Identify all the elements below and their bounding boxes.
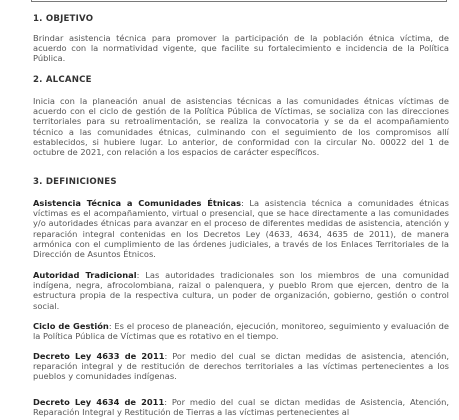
definition-text: : La asistencia técnica a comunidades étnicas víctimas es el acompañamiento, virtual o presencial, que se hace directamente a las comunidades y/o autoridades étnicas para avanzar en el proceso de diferentes medidas de asistencia, atención y reparación integral contenidas en los Decretos Ley (4633, 4634, 4635 de 2011), de manera armónica con el cumplimiento de las órdenes judiciales, a través de los Enlaces Territoriales de la Dirección de Asuntos Étnicos.	[33, 198, 450, 260]
definition-ciclo-de-gestion	[33, 321, 449, 341]
section-heading-definiciones: 3. DEFINICIONES	[33, 177, 117, 187]
section-heading-alcance: 2. ALCANCE	[33, 75, 92, 85]
definition-term: Decreto Ley 4633 de 2011	[33, 351, 165, 361]
definition-text: : Por medio del cual se dictan medidas de Asistencia, Atención, Reparación Integral y Restitución de Tierras a las víctimas pertenecientes al	[33, 397, 449, 418]
definition-term: Ciclo de Gestión	[33, 321, 109, 331]
definition-asistencia-tecnica	[33, 198, 449, 259]
definition-text: : Por medio del cual se dictan medidas de asistencia, atención, reparación integral y de restitución de derechos territoriales a las víctimas pertenecientes a los pueblos y comunidades indígenas.	[33, 351, 449, 382]
definition-text: : Es el proceso de planeación, ejecución, monitoreo, seguimiento y evaluación de la Política Pública de Víctimas que es rotativo en el tiempo.	[33, 321, 449, 342]
definition-term: Decreto Ley 4634 de 2011	[33, 397, 165, 407]
definition-term: Asistencia Técnica a Comunidades Étnicas	[33, 198, 242, 208]
objetivo-paragraph: Brindar asistencia técnica para promover la participación de la población étnica víctima, de acuerdo con la normatividad vigente, que facilite su fortalecimiento e incidencia de la Política Pública.	[33, 33, 449, 64]
section-heading-objetivo: 1. OBJETIVO	[33, 14, 94, 24]
header-table	[31, 0, 447, 2]
definition-decreto-4634	[33, 397, 449, 417]
definition-autoridad-tradicional	[33, 270, 449, 311]
definition-term: Autoridad Tradicional	[33, 270, 137, 280]
alcance-paragraph: Inicia con la planeación anual de asistencias técnicas a las comunidades étnicas víctimas de acuerdo con el ciclo de gestión de la Política Pública de Víctimas, se socializa con las direcciones territoriales para su retroalimentación, se realiza la convocatoria y se da el acompañamiento técnico a las comunidades étnicas, culminando con el seguimiento de los compromisos allí establecidos, si hubiere lugar. Lo anterior, de conformidad con la circular No. 00022 del 1 de octubre de 2021, con relación a los espacios de carácter específicos.	[33, 96, 449, 158]
definition-decreto-4633	[33, 351, 449, 382]
definition-text: : Las autoridades tradicionales son los miembros de una comunidad indígena, negra, afrocolombiana, raizal o palenquera, y pueblo Rrom que ejercen, dentro de la estructura propia de la respectiva cultura, un poder de organización, gobierno, gestión o control social.	[33, 270, 450, 311]
